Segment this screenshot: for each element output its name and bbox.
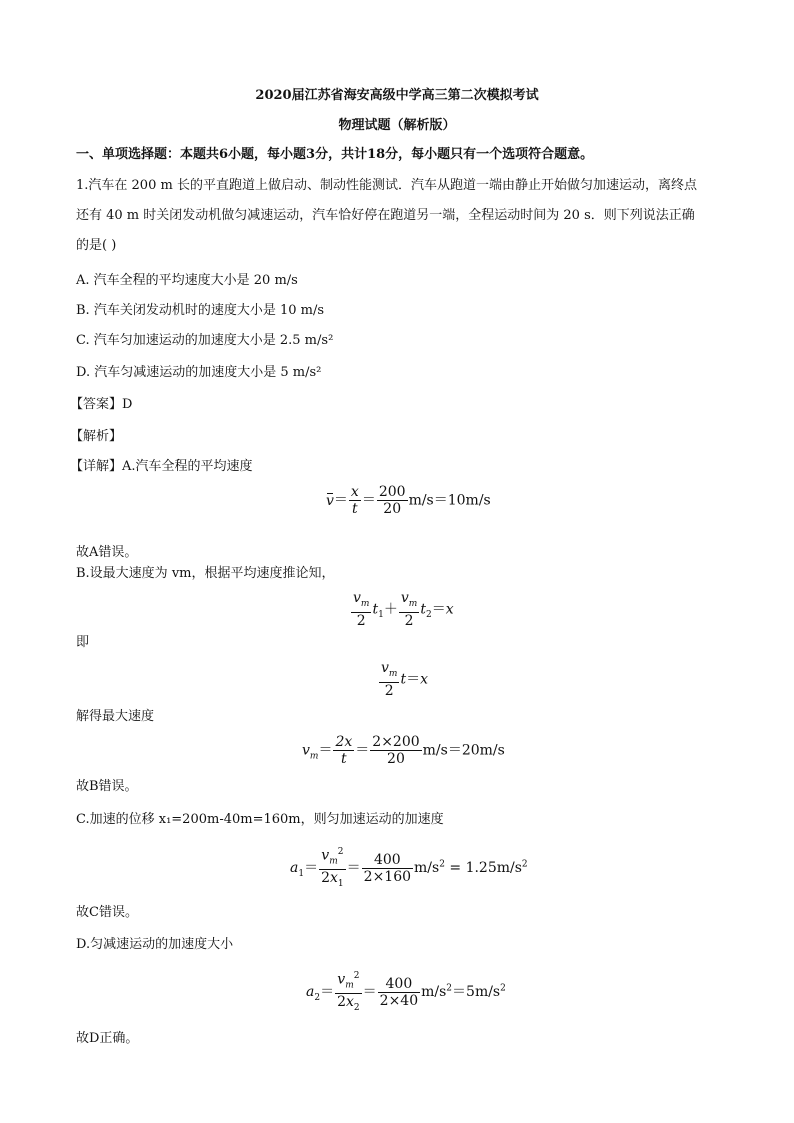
ji-label: 即 (76, 635, 90, 650)
document-subtitle: 物理试题（解析版） (338, 118, 456, 133)
equation-average-velocity-inference: $\frac{v_m}{2}$ $t_1+$ $\frac{v_m}{2}$ $t_2=x$ (353, 590, 454, 629)
conclusion-d: 故D正确。 (76, 1031, 139, 1046)
conclusion-b: 故B错误。 (76, 779, 138, 794)
equation-max-velocity: $v_m=$ $\frac{2x}{t}$ ＝ $\frac{2\times 200}{20}$ m/s＝20m/s (302, 734, 505, 767)
conclusion-a: 故A错误。 (76, 545, 138, 560)
question-stem-line-3: 的是( ) (76, 238, 117, 253)
answer-line: 【答案】D (70, 397, 133, 412)
option-c: C. 汽车匀加速运动的加速度大小是 2.5 m/s² (76, 333, 334, 348)
section-heading: 一、单项选择题：本题共6小题，每小题3分，共计18分，每小题只有一个选项符合题意。 (76, 147, 594, 162)
option-b: B. 汽车关闭发动机时的速度大小是 10 m/s (76, 303, 325, 318)
analysis-label: 【解析】 (70, 429, 123, 444)
equation-simplified: $\frac{v_m}{2}$ t＝x (381, 660, 429, 699)
option-a: A. 汽车全程的平均速度大小是 20 m/s (76, 273, 298, 288)
document-title: 2020届江苏省海安高级中学高三第二次模拟考试 (255, 88, 539, 103)
equation-average-velocity: v＝ $\frac{x}{t}$ ＝ $\frac{200}{20}$ m/s＝10m/s (326, 484, 491, 517)
question-stem-line-2: 还有 40 m 时关闭发动机做匀减速运动，汽车恰好停在跑道另一端，全程运动时间为 20 s．则下列说法正确 (76, 208, 695, 223)
question-stem-line-1: 1.汽车在 200 m 长的平直跑道上做启动、制动性能测试．汽车从跑道一端由静止开始做匀加速运动，离终点 (76, 178, 697, 193)
detail-d: D.匀减速运动的加速度大小 (76, 937, 234, 952)
option-d: D. 汽车匀减速运动的加速度大小是 5 m/s² (76, 365, 322, 380)
detail-b: B.设最大速度为 vm，根据平均速度推论知， (76, 566, 335, 581)
detail-c: C.加速的位移 x₁=200m-40m=160m，则匀加速运动的加速度 (76, 812, 444, 827)
solve-max-velocity: 解得最大速度 (76, 709, 155, 724)
equation-acceleration-a1: $a_1=$ $\frac{v_m^2}{2x_1}$ ＝ $\frac{400}{2\times 160}$ $m/s^2 = 1.25m/s^2$ (290, 844, 528, 892)
detail-a: 【详解】A.汽车全程的平均速度 (70, 459, 253, 474)
conclusion-c: 故C错误。 (76, 905, 138, 920)
equation-acceleration-a2: $a_2=$ $\frac{v_m^2}{2x_2}$ ＝ $\frac{400}{2\times 40}$ $m/s^2=5m/s^2$ (306, 968, 506, 1016)
